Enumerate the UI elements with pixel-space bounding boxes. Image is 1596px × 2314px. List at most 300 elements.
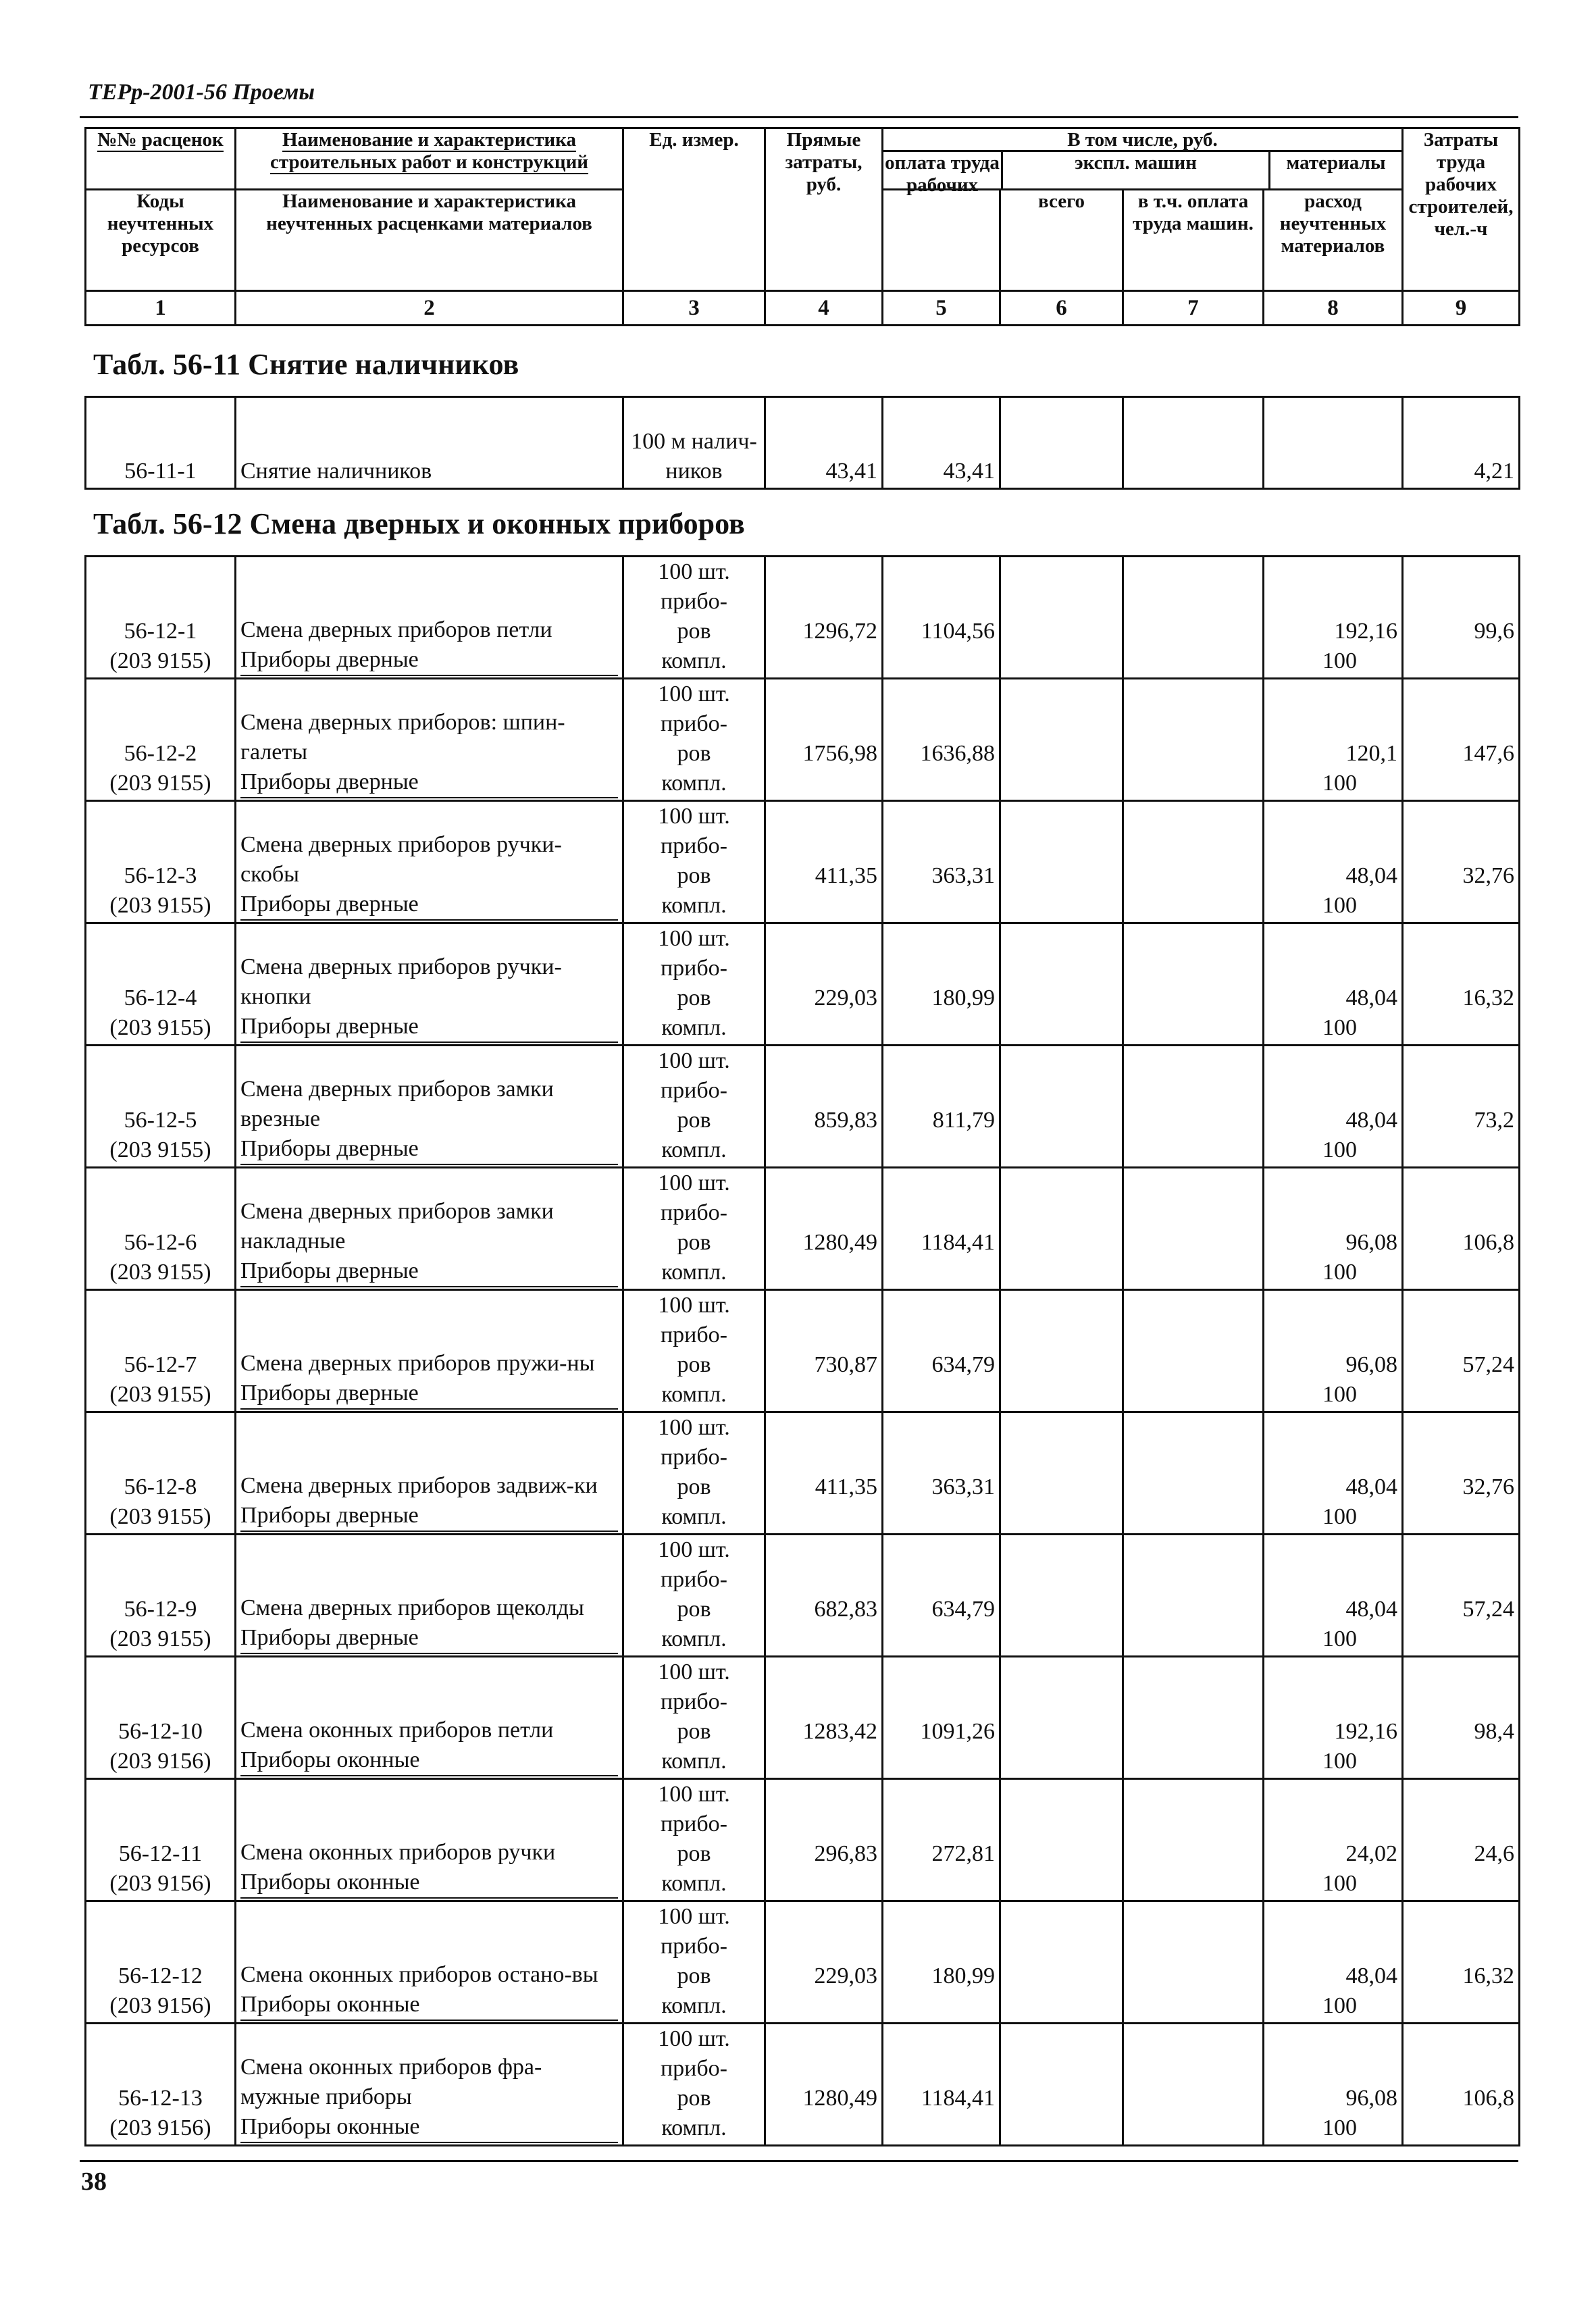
- unit-line: ров: [677, 1597, 711, 1622]
- table-row: [86, 679, 1520, 801]
- material-cost: 96,08: [1345, 1230, 1397, 1255]
- resource-code: (203 9155): [109, 1015, 211, 1040]
- col-number: 8: [1264, 291, 1403, 326]
- wage-cost: 180,99: [931, 1963, 995, 1988]
- row-unit: 100 м налич-ников: [623, 397, 765, 489]
- row-name: [236, 1046, 623, 1168]
- row-machine-wage: [1123, 923, 1264, 1046]
- row-machine-wage: [1123, 2024, 1264, 2146]
- labor-cost: 106,8: [1462, 1230, 1514, 1255]
- rate-code: 56-12-5: [124, 1108, 197, 1133]
- row-wage: [883, 801, 1000, 923]
- header-col1-top: №№ расценок: [86, 128, 236, 190]
- table-row: [86, 1412, 1520, 1535]
- table12-title: Табл. 56-12 Смена дверных и оконных приборов: [93, 507, 745, 540]
- row-direct: [765, 1535, 883, 1657]
- material-cost: 192,16: [1334, 1719, 1397, 1744]
- table-row: [86, 1901, 1520, 2024]
- material-name: Приборы дверные: [240, 1134, 618, 1165]
- col-number: 2: [236, 291, 623, 326]
- rate-code: 56-12-6: [124, 1230, 197, 1255]
- row-direct: [765, 1290, 883, 1412]
- material-qty: 100: [1322, 648, 1357, 673]
- direct-cost: 1283,42: [802, 1719, 877, 1744]
- table-row: [86, 397, 1520, 489]
- resource-code: (203 9155): [109, 1504, 211, 1529]
- direct-cost: 411,35: [815, 863, 877, 888]
- unit-line: компл.: [661, 1626, 727, 1651]
- row-wage: [883, 1168, 1000, 1290]
- resource-code: (203 9155): [109, 771, 211, 796]
- row-machine-wage: [1123, 679, 1264, 801]
- wage-cost: 1104,56: [921, 619, 995, 644]
- unit-line: ров: [677, 741, 711, 766]
- row-unit: [623, 1901, 765, 2024]
- rate-code: 56-12-2: [124, 741, 197, 766]
- row-materials: [1264, 679, 1403, 801]
- row-machines: [1000, 679, 1123, 801]
- row-code: [86, 1290, 236, 1412]
- unit-line: прибо-: [660, 711, 727, 736]
- unit-line: прибо-: [660, 1934, 727, 1959]
- row-machines: [1000, 1779, 1123, 1901]
- rate-code: 56-12-10: [118, 1719, 203, 1744]
- wage-cost: 1184,41: [921, 1230, 995, 1255]
- row-materials: [1264, 923, 1403, 1046]
- row-machine-wage: [1123, 1168, 1264, 1290]
- work-name: Смена оконных приборов остано-вы: [240, 1962, 598, 1987]
- row-machine-wage: [1123, 1901, 1264, 2024]
- unit-line: 100 шт.: [658, 1171, 730, 1195]
- work-name: Смена дверных приборов ручки-кнопки: [240, 954, 562, 1009]
- unit-line: компл.: [661, 1871, 727, 1896]
- labor-cost: 16,32: [1462, 985, 1514, 1010]
- wage-cost: 1091,26: [920, 1719, 995, 1744]
- material-name: Приборы оконные: [240, 2112, 618, 2143]
- direct-cost: 296,83: [814, 1841, 877, 1866]
- row-code: [86, 1657, 236, 1779]
- labor-cost: 16,32: [1462, 1963, 1514, 1988]
- row-code: [86, 1168, 236, 1290]
- material-cost: 96,08: [1345, 1352, 1397, 1377]
- work-name: Смена оконных приборов фра-мужные приборы: [240, 2055, 542, 2109]
- row-labor: [1403, 1290, 1520, 1412]
- row-machines: [1000, 801, 1123, 923]
- row-name: [236, 679, 623, 801]
- resource-code: (203 9155): [109, 1260, 211, 1285]
- row-labor: [1403, 923, 1520, 1046]
- rate-code: 56-12-13: [118, 2086, 203, 2111]
- direct-cost: 682,83: [814, 1597, 877, 1622]
- row-materials: [1264, 1779, 1403, 1901]
- row-materials: [1264, 1168, 1403, 1290]
- unit-line: прибо-: [660, 1811, 727, 1836]
- material-cost: 120,1: [1345, 741, 1397, 766]
- row-direct: [765, 1046, 883, 1168]
- wage-cost: 363,31: [931, 1474, 995, 1499]
- unit-line: прибо-: [660, 589, 727, 614]
- row-machine-wage: [1123, 397, 1264, 489]
- row-unit: [623, 679, 765, 801]
- row-code: 56-11-1: [86, 397, 236, 489]
- row-machines: [1000, 1290, 1123, 1412]
- wage-cost: 634,79: [931, 1597, 995, 1622]
- row-code: [86, 1535, 236, 1657]
- rate-code: 56-12-3: [124, 863, 197, 888]
- labor-cost: 99,6: [1474, 619, 1514, 644]
- row-materials: [1264, 1901, 1403, 2024]
- rate-code: 56-12-11: [118, 1841, 203, 1866]
- row-unit: [623, 1657, 765, 1779]
- unit-line: ров: [677, 863, 711, 888]
- row-code: [86, 1046, 236, 1168]
- row-machine-wage: [1123, 1290, 1264, 1412]
- labor-cost: 24,6: [1474, 1841, 1514, 1866]
- unit-line: 100 шт.: [658, 1048, 730, 1073]
- table-row: [86, 801, 1520, 923]
- material-name: Приборы дверные: [240, 1256, 618, 1287]
- row-materials: [1264, 1412, 1403, 1535]
- row-wage: [883, 1290, 1000, 1412]
- row-materials: [1264, 1290, 1403, 1412]
- unit-line: 100 шт.: [658, 1660, 730, 1685]
- wage-cost: 634,79: [931, 1352, 995, 1377]
- footer-rule: [80, 2160, 1518, 2162]
- row-materials: [1264, 1046, 1403, 1168]
- unit-line: ров: [677, 1474, 711, 1499]
- page-number: 38: [81, 2167, 107, 2196]
- labor-cost: 57,24: [1462, 1352, 1514, 1377]
- col-number: 9: [1403, 291, 1520, 326]
- title-rule: [80, 116, 1518, 118]
- unit-line: 100 шт.: [658, 804, 730, 829]
- labor-cost: 73,2: [1474, 1108, 1514, 1133]
- row-labor: [1403, 1657, 1520, 1779]
- col-number: 3: [623, 291, 765, 326]
- row-code: [86, 923, 236, 1046]
- material-cost: 48,04: [1345, 863, 1397, 888]
- row-machines: [1000, 1901, 1123, 2024]
- work-name: Смена дверных приборов пружи-ны: [240, 1351, 595, 1376]
- material-cost: 48,04: [1345, 1474, 1397, 1499]
- work-name: Смена дверных приборов: шпин-галеты: [240, 710, 565, 765]
- wage-cost: 1184,41: [921, 2086, 995, 2111]
- material-cost: 96,08: [1345, 2086, 1397, 2111]
- material-name: Приборы дверные: [240, 1501, 618, 1532]
- row-direct: [765, 2024, 883, 2146]
- row-name: [236, 1657, 623, 1779]
- unit-line: ров: [677, 1963, 711, 1988]
- resource-code: (203 9155): [109, 1382, 211, 1407]
- col-number: 6: [1000, 291, 1123, 326]
- row-materials: [1264, 801, 1403, 923]
- row-labor: [1403, 557, 1520, 679]
- row-direct: [765, 1901, 883, 2024]
- row-unit: [623, 1535, 765, 1657]
- material-name: Приборы оконные: [240, 1868, 618, 1899]
- labor-cost: 57,24: [1462, 1597, 1514, 1622]
- row-materials: [1264, 557, 1403, 679]
- unit-line: 100 шт.: [658, 1537, 730, 1562]
- unit-line: 100 шт.: [658, 1782, 730, 1807]
- direct-cost: 1296,72: [802, 619, 877, 644]
- header-col3: Ед. измер.: [623, 128, 765, 291]
- work-name: Смена дверных приборов замки накладные: [240, 1199, 554, 1254]
- table-row: [86, 1168, 1520, 1290]
- resource-code: (203 9156): [109, 2115, 211, 2140]
- row-labor: 4,21: [1403, 397, 1520, 489]
- material-cost: 48,04: [1345, 1963, 1397, 1988]
- row-wage: [883, 679, 1000, 801]
- row-machine-wage: [1123, 1657, 1264, 1779]
- labor-cost: 32,76: [1462, 863, 1514, 888]
- table-row: [86, 1046, 1520, 1168]
- header-group: [883, 128, 1403, 196]
- material-cost: 48,04: [1345, 1597, 1397, 1622]
- material-qty: 100: [1322, 1504, 1357, 1529]
- table11: [84, 396, 1520, 490]
- unit-line: компл.: [661, 1382, 727, 1407]
- row-machines: [1000, 2024, 1123, 2146]
- row-direct: [765, 679, 883, 801]
- material-name: Приборы дверные: [240, 890, 618, 921]
- material-qty: 100: [1322, 1382, 1357, 1407]
- row-code: [86, 1412, 236, 1535]
- row-code: [86, 2024, 236, 2146]
- labor-cost: 98,4: [1474, 1719, 1514, 1744]
- row-wage: [883, 1779, 1000, 1901]
- resource-code: (203 9155): [109, 1137, 211, 1162]
- row-machines: [1000, 923, 1123, 1046]
- wage-cost: 363,31: [931, 863, 995, 888]
- header-col2-top: Наименование и характеристика строительных работ и конструкций: [236, 128, 623, 190]
- material-cost: 48,04: [1345, 1108, 1397, 1133]
- row-labor: [1403, 2024, 1520, 2146]
- row-code: [86, 679, 236, 801]
- wage-cost: 1636,88: [920, 741, 995, 766]
- table-row: [86, 1535, 1520, 1657]
- col-number: 5: [883, 291, 1000, 326]
- work-name: Смена дверных приборов ручки-скобы: [240, 832, 562, 887]
- header-col6: всего: [1000, 190, 1123, 291]
- col-number: 4: [765, 291, 883, 326]
- table11-title: Табл. 56-11 Снятие наличников: [93, 348, 519, 381]
- table-row: [86, 2024, 1520, 2146]
- row-direct: [765, 1168, 883, 1290]
- resource-code: (203 9155): [109, 893, 211, 918]
- row-labor: [1403, 679, 1520, 801]
- row-unit: [623, 1290, 765, 1412]
- resource-code: (203 9156): [109, 1749, 211, 1774]
- row-wage: 43,41: [883, 397, 1000, 489]
- header-col2-bottom: Наименование и характеристика неучтенных расценками материалов: [236, 190, 623, 291]
- material-qty: 100: [1322, 1871, 1357, 1896]
- row-unit: [623, 1412, 765, 1535]
- material-qty: 100: [1322, 2115, 1357, 2140]
- row-machines: [1000, 397, 1123, 489]
- header-col9: Затраты труда рабочих строителей, чел.-ч: [1403, 128, 1520, 291]
- unit-line: 100 шт.: [658, 1415, 730, 1440]
- unit-line: 100 шт.: [658, 559, 730, 584]
- header-table: [84, 127, 1520, 326]
- unit-line: прибо-: [660, 2056, 727, 2081]
- row-wage: [883, 1412, 1000, 1535]
- row-machine-wage: [1123, 1535, 1264, 1657]
- table-row: [86, 1779, 1520, 1901]
- row-name: [236, 1168, 623, 1290]
- row-name: [236, 923, 623, 1046]
- rate-code: 56-12-4: [124, 985, 197, 1010]
- unit-line: ров: [677, 619, 711, 644]
- row-labor: [1403, 1901, 1520, 2024]
- direct-cost: 411,35: [815, 1474, 877, 1499]
- header-col8: расход неучтенных материалов: [1264, 190, 1403, 291]
- material-qty: 100: [1322, 771, 1357, 796]
- material-cost: 192,16: [1334, 619, 1397, 644]
- document-title: ТЕРр-2001-56 Проемы: [88, 80, 315, 105]
- row-machines: [1000, 1657, 1123, 1779]
- material-qty: 100: [1322, 1015, 1357, 1040]
- unit-line: компл.: [661, 771, 727, 796]
- row-name: [236, 1290, 623, 1412]
- row-machines: [1000, 1412, 1123, 1535]
- row-name: [236, 1901, 623, 2024]
- row-direct: [765, 1779, 883, 1901]
- unit-line: ров: [677, 1719, 711, 1744]
- work-name: Смена оконных приборов петли: [240, 1718, 554, 1743]
- table-row: [86, 1290, 1520, 1412]
- row-unit: [623, 557, 765, 679]
- row-name: Снятие наличников: [236, 397, 623, 489]
- unit-line: ров: [677, 1841, 711, 1866]
- row-labor: [1403, 1168, 1520, 1290]
- material-name: Приборы дверные: [240, 1379, 618, 1410]
- col-number: 7: [1123, 291, 1264, 326]
- row-wage: [883, 923, 1000, 1046]
- unit-line: компл.: [661, 1749, 727, 1774]
- material-qty: 100: [1322, 1993, 1357, 2018]
- labor-cost: 106,8: [1462, 2086, 1514, 2111]
- work-name: Смена дверных приборов задвиж-ки: [240, 1473, 598, 1498]
- material-cost: 24,02: [1345, 1841, 1397, 1866]
- unit-line: прибо-: [660, 1567, 727, 1592]
- row-unit: [623, 1168, 765, 1290]
- row-direct: [765, 1657, 883, 1779]
- row-labor: [1403, 801, 1520, 923]
- wage-cost: 180,99: [931, 985, 995, 1010]
- labor-cost: 32,76: [1462, 1474, 1514, 1499]
- row-name: [236, 801, 623, 923]
- col-number: 1: [86, 291, 236, 326]
- unit-line: ров: [677, 2086, 711, 2111]
- rate-code: 56-12-12: [118, 1963, 203, 1988]
- direct-cost: 859,83: [814, 1108, 877, 1133]
- row-machine-wage: [1123, 557, 1264, 679]
- work-name: Смена дверных приборов щеколды: [240, 1595, 584, 1620]
- header-group-label: В том числе, руб.: [883, 129, 1401, 152]
- material-name: Приборы оконные: [240, 1990, 618, 2021]
- row-unit: [623, 2024, 765, 2146]
- unit-line: компл.: [661, 1015, 727, 1040]
- header-expl: экспл. машин: [1003, 152, 1270, 188]
- unit-line: компл.: [661, 893, 727, 918]
- unit-line: ров: [677, 1352, 711, 1377]
- unit-line: прибо-: [660, 1445, 727, 1470]
- unit-line: прибо-: [660, 1078, 727, 1103]
- direct-cost: 1756,98: [802, 741, 877, 766]
- header-number-row: [86, 291, 1520, 326]
- material-name: Приборы дверные: [240, 767, 618, 798]
- work-name: Смена оконных приборов ручки: [240, 1840, 556, 1865]
- row-wage: [883, 557, 1000, 679]
- unit-line: прибо-: [660, 956, 727, 981]
- resource-code: (203 9155): [109, 1626, 211, 1651]
- unit-line: компл.: [661, 648, 727, 673]
- row-name: [236, 1779, 623, 1901]
- material-name: Приборы дверные: [240, 645, 618, 676]
- direct-cost: 1280,49: [802, 1230, 877, 1255]
- row-labor: [1403, 1779, 1520, 1901]
- row-wage: [883, 1535, 1000, 1657]
- direct-cost: 229,03: [814, 1963, 877, 1988]
- row-machine-wage: [1123, 1779, 1264, 1901]
- header-col7: в т.ч. оплата труда машин.: [1123, 190, 1264, 291]
- work-name: Смена дверных приборов петли: [240, 617, 552, 642]
- row-code: [86, 801, 236, 923]
- unit-line: компл.: [661, 1504, 727, 1529]
- unit-line: ров: [677, 985, 711, 1010]
- row-machine-wage: [1123, 1046, 1264, 1168]
- unit-line: компл.: [661, 1260, 727, 1285]
- rate-code: 56-12-9: [124, 1597, 197, 1622]
- rate-code: 56-12-1: [124, 619, 197, 644]
- row-direct: [765, 923, 883, 1046]
- row-code: [86, 1779, 236, 1901]
- labor-cost: 147,6: [1462, 741, 1514, 766]
- row-unit: [623, 1046, 765, 1168]
- table-row: [86, 923, 1520, 1046]
- row-labor: [1403, 1535, 1520, 1657]
- work-name: Смена дверных приборов замки врезные: [240, 1077, 554, 1131]
- row-name: [236, 1412, 623, 1535]
- table-row: [86, 557, 1520, 679]
- unit-line: компл.: [661, 1993, 727, 2018]
- unit-line: компл.: [661, 1137, 727, 1162]
- table-row: [86, 1657, 1520, 1779]
- row-direct: [765, 1412, 883, 1535]
- rate-code: 56-12-8: [124, 1474, 197, 1499]
- material-qty: 100: [1322, 1260, 1357, 1285]
- material-qty: 100: [1322, 1137, 1357, 1162]
- row-materials: [1264, 1535, 1403, 1657]
- header-col5: оплата труда рабочих: [883, 152, 1003, 188]
- material-qty: 100: [1322, 1749, 1357, 1774]
- row-wage: [883, 2024, 1000, 2146]
- row-unit: [623, 801, 765, 923]
- row-machine-wage: [1123, 1412, 1264, 1535]
- row-machine-wage: [1123, 801, 1264, 923]
- material-cost: 48,04: [1345, 985, 1397, 1010]
- unit-line: компл.: [661, 2115, 727, 2140]
- row-materials: [1264, 2024, 1403, 2146]
- material-name: Приборы оконные: [240, 1745, 618, 1776]
- row-unit: [623, 923, 765, 1046]
- material-name: Приборы дверные: [240, 1623, 618, 1654]
- rate-code: 56-12-7: [124, 1352, 197, 1377]
- row-direct: [765, 801, 883, 923]
- unit-line: прибо-: [660, 833, 727, 858]
- row-wage: [883, 1657, 1000, 1779]
